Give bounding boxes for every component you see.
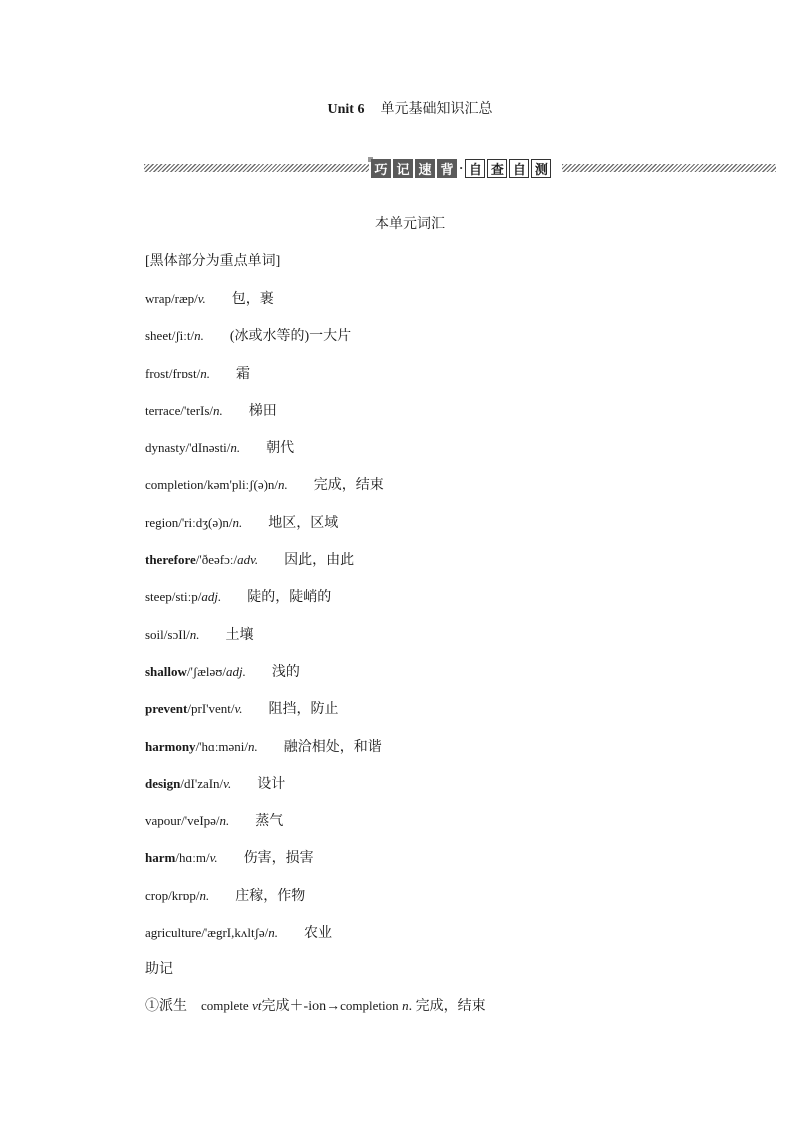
vocab-item (145, 586, 384, 623)
vocab-item (145, 847, 384, 884)
vocab-meaning: 庄稼，作物 (235, 888, 306, 904)
hatch-left (144, 164, 369, 172)
vocab-word: agriculture (145, 925, 202, 941)
vocab-phonetic: /kəm'pliːʃ(ə)n/ (203, 477, 279, 493)
badge-ji: 记 (393, 159, 413, 178)
vocab-meaning: 梯田 (248, 403, 277, 419)
vocab-pos: adv. (237, 552, 259, 568)
vocab-phonetic: /krɒp/ (168, 887, 200, 903)
vocab-item (145, 885, 384, 922)
vocab-word: design (145, 775, 181, 791)
derivation-result-pos: n (402, 998, 409, 1013)
vocab-item (145, 512, 384, 549)
vocab-pos: n. (189, 626, 200, 642)
vocab-item (145, 437, 384, 474)
vocab-pos: n. (199, 887, 210, 903)
vocab-meaning: 地区，区域 (268, 515, 339, 531)
vocab-meaning: 包，裹 (231, 292, 274, 307)
vocab-pos: n. (213, 402, 223, 418)
vocab-word: region (145, 514, 179, 530)
vocab-meaning: 朝代 (266, 441, 295, 457)
vocab-phonetic: /'ægrI,kʌltʃə/ (201, 925, 269, 941)
section-title: 本单元词汇 (375, 217, 445, 232)
derivation-base-meaning: 完成＋-ion→ (261, 999, 341, 1014)
vocab-item (145, 400, 384, 437)
vocab-phonetic: /hɑːm/ (175, 850, 210, 866)
vocab-phonetic: /'ðeəfɔː/ (195, 552, 238, 568)
vocab-meaning: 完成，结束 (313, 478, 384, 494)
vocab-phonetic: /'riːdʒ(ə)n/ (178, 514, 233, 530)
vocab-item (145, 363, 384, 400)
vocab-phonetic: /'veIpə/ (181, 813, 220, 829)
derivation-base-pos: vt (252, 998, 262, 1013)
vocab-item (145, 661, 384, 698)
vocab-pos: n. (248, 738, 258, 754)
vocab-pos: n. (194, 328, 204, 344)
derivation-line (145, 995, 486, 1015)
vocab-pos: v. (234, 701, 243, 717)
badge-zi-1: 自 (465, 159, 485, 178)
vocab-item (145, 325, 384, 362)
unit-label: Unit 6 (327, 102, 365, 117)
vocab-meaning: 蒸气 (255, 814, 284, 830)
banner-separator: · (459, 160, 464, 175)
derivation-result: completion (340, 998, 399, 1013)
vocab-item (145, 288, 384, 325)
badge-cha: 查 (487, 159, 507, 178)
vocab-pos: n. (200, 365, 210, 381)
derivation-label: ①派生 (145, 999, 187, 1014)
vocab-item (145, 549, 384, 586)
vocab-meaning: 霜 (235, 366, 250, 382)
vocab-phonetic: /prI'vent/ (187, 701, 235, 717)
vocab-pos: v. (209, 850, 218, 866)
memo-label: 助记 (145, 962, 173, 977)
vocab-word: frost (145, 365, 169, 381)
vocab-word: prevent (145, 701, 188, 717)
vocab-word: steep (145, 589, 172, 605)
vocab-word: vapour (145, 813, 182, 829)
vocab-meaning: (冰或水等的)一大片 (229, 329, 352, 345)
vocab-phonetic: /sɔIl/ (163, 626, 190, 642)
vocab-meaning: 陡的，陡峭的 (247, 590, 332, 606)
section-banner (144, 157, 776, 179)
vocab-list (145, 288, 384, 959)
vocab-phonetic: /'hɑːməni/ (195, 738, 249, 754)
vocab-item (145, 624, 384, 661)
vocab-pos: v. (223, 775, 232, 791)
vocab-word: terrace (145, 402, 181, 418)
vocab-word: harm (145, 850, 176, 866)
vocab-word: soil (145, 626, 164, 642)
vocab-item (145, 810, 384, 847)
badge-qiao: 巧 (371, 159, 391, 178)
vocab-item (145, 773, 384, 810)
vocab-item (145, 736, 384, 773)
vocab-pos: n. (230, 440, 241, 456)
vocab-item (145, 922, 384, 959)
badge-bei: 背 (437, 159, 457, 178)
banner-badges (371, 157, 553, 179)
badge-zi-2: 自 (509, 159, 529, 178)
vocab-meaning: 融洽相处，和谐 (283, 739, 382, 755)
vocab-phonetic: /'terIs/ (180, 402, 214, 418)
vocab-pos: v. (197, 291, 206, 306)
vocab-pos: adj. (226, 663, 246, 679)
vocab-pos: adj. (201, 589, 222, 605)
vocab-phonetic: /ræp/ (171, 291, 198, 306)
vocab-meaning: 浅的 (271, 664, 300, 680)
vocab-pos: n. (232, 514, 243, 530)
vocab-item (145, 698, 384, 735)
title-text: 单元基础知识汇总 (380, 102, 493, 117)
vocab-item (145, 474, 384, 511)
vocab-word: wrap (145, 291, 171, 306)
vocab-word: shallow (145, 663, 187, 679)
badge-su: 速 (415, 159, 435, 178)
vocab-word: dynasty (145, 440, 186, 456)
vocab-meaning: 阻挡，防止 (268, 702, 339, 718)
vocab-pos: n. (219, 813, 230, 829)
vocab-meaning: 农业 (304, 926, 333, 942)
vocab-word: harmony (145, 738, 196, 754)
vocab-meaning: 土壤 (225, 627, 254, 643)
derivation-result-meaning: . 完成，结束 (408, 999, 486, 1014)
derivation-base: complete (201, 998, 249, 1013)
vocab-meaning: 设计 (257, 776, 286, 792)
vocab-phonetic: /'dInəsti/ (185, 440, 231, 456)
vocab-word: sheet (145, 328, 172, 344)
vocab-meaning: 因此，由此 (284, 553, 355, 569)
vocab-word: completion (145, 477, 204, 493)
vocab-word: crop (145, 887, 169, 903)
vocab-pos: n. (278, 477, 288, 493)
vocab-meaning: 伤害，损害 (243, 851, 314, 867)
bold-note: [黑体部分为重点单词] (145, 254, 281, 269)
vocab-phonetic: /dI'zaIn/ (180, 775, 224, 791)
vocab-phonetic: /ʃiːt/ (171, 328, 195, 344)
vocab-phonetic: /'ʃæləʊ/ (186, 663, 226, 679)
page-title (0, 98, 794, 118)
vocab-phonetic: /frɒst/ (168, 365, 201, 381)
hatch-right (562, 164, 776, 172)
vocab-phonetic: /stiːp/ (171, 589, 202, 605)
badge-ce: 测 (531, 159, 551, 178)
vocab-word: therefore (145, 552, 196, 568)
vocab-pos: n. (268, 925, 279, 941)
